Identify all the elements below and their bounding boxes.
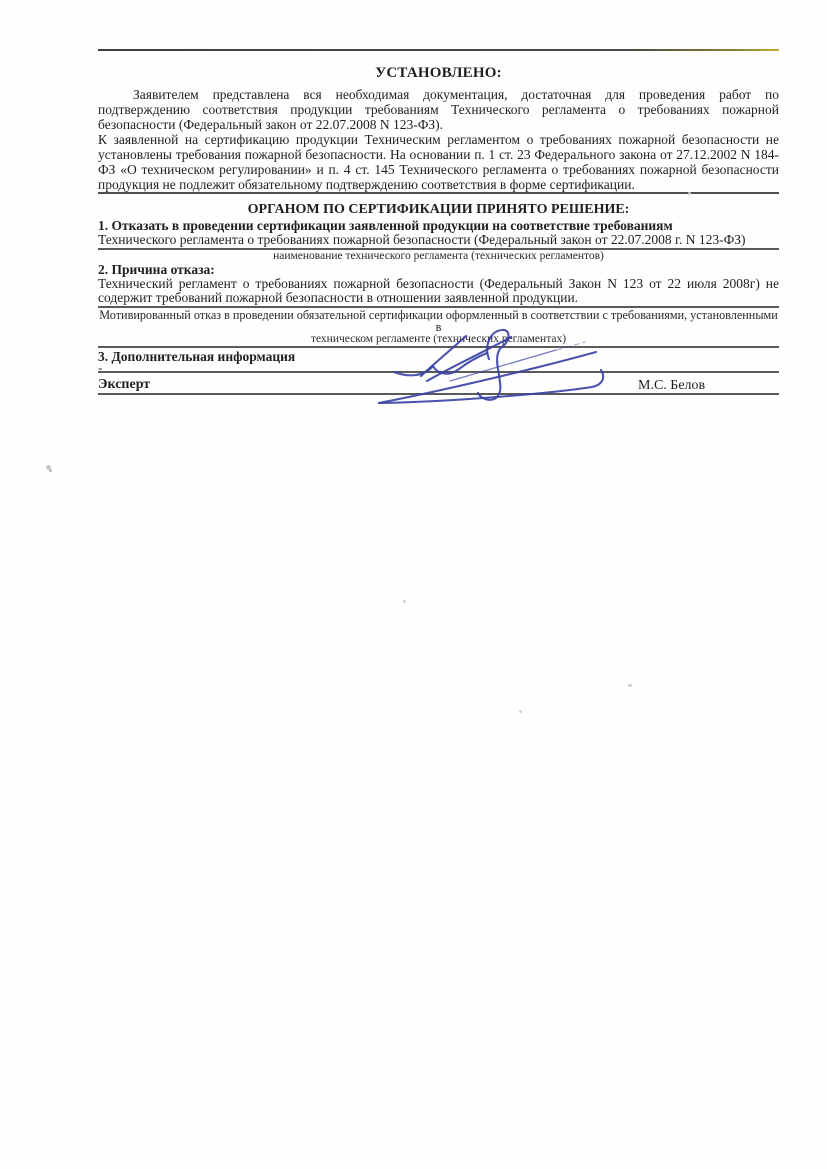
signer-name: М.С. Белов [638,378,706,393]
regulation-name-caption: наименование технического регламента (технических регламентов) [273,250,604,262]
decision-item2-title: 2. Причина отказа: [98,262,215,277]
scan-speck [688,192,691,195]
expert-role-label: Эксперт [98,377,151,392]
decision-item3-title: 3. Дополнительная информация [98,349,296,364]
decision-heading: ОРГАНОМ ПО СЕРТИФИКАЦИИ ПРИНЯТО РЕШЕНИЕ: [247,202,630,217]
motivated-refusal-caption-line2: техническом регламенте (технических регламентах) [98,333,779,348]
scan-speck [519,710,522,713]
scan-speck [628,684,632,687]
established-paragraph-1: Заявителем представлена вся необходимая документация, достаточная для проведения работ по подтверждению соответствия продукции требованиям Технического регламента о требованиях пожарной безопасности (Федеральный закон от 22.07.2008 N 123-ФЗ). [98,87,779,132]
scan-speck [46,465,51,470]
signoff-row [98,377,779,395]
document-body [98,44,779,395]
additional-info-value: - [98,364,779,373]
scan-speck [403,600,406,603]
top-divider-rule [98,49,779,51]
motivated-refusal-caption-line1: Мотивированный отказ в проведении обязательной сертификации оформленный в соответствии с требованиями, установленными в [99,308,778,334]
refusal-reason-text: Технический регламент о требованиях пожарной безопасности (Федеральный Закон N 123 от 22 июля 2008г) не содержит требований пожарной безопасности в отношении заявленной продукции. [98,277,779,308]
established-paragraph-2: К заявленной на сертификацию продукции Техническим регламентом о требованиях пожарной безопасности не установлены требования пожарной безопасности. На основании п. 1 ст. 23 Федерального закона от 27.12.2002 N 184-ФЗ «О техническом регулировании» и п. 4 ст. 145 Технического регламента о требованиях пожарной безопасности продукция не подлежит обязательному подтверждению соответствия в форме сертификации. [98,132,779,192]
established-heading: УСТАНОВЛЕНО: [375,65,502,81]
decision-item1-title: 1. Отказать в проведении сертификации заявленной продукции на соответствие требованиям [98,218,673,233]
decision-item1-value: Технического регламента о требованиях пожарной безопасности (Федеральный закон от 22.07.2008 г. N 123-ФЗ) [98,233,779,250]
